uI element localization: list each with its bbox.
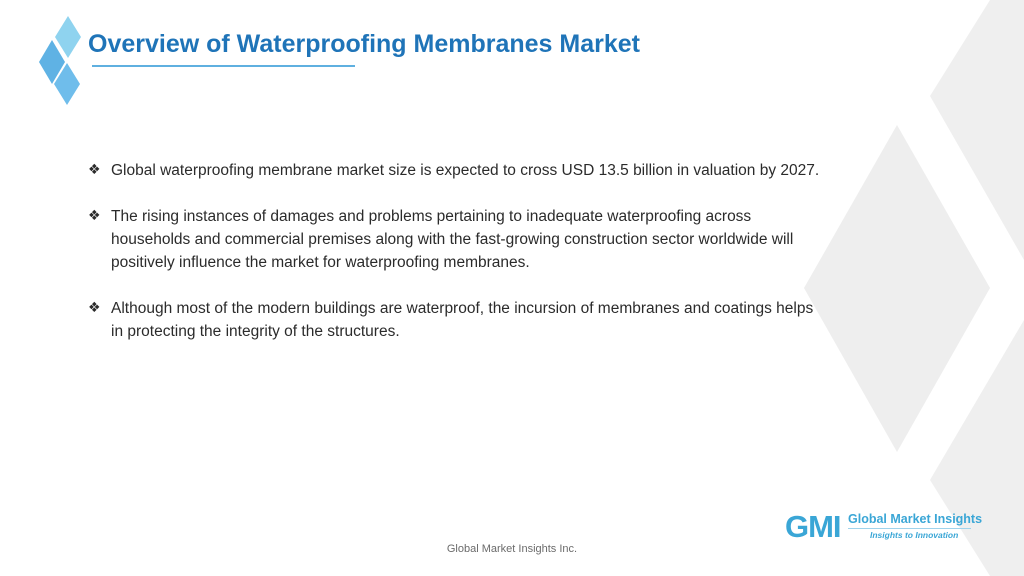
diamond-bullet-icon: ❖ bbox=[88, 208, 101, 224]
bullet-text: Global waterproofing membrane market size is expected to cross USD 13.5 billion in valuation by 2027. bbox=[111, 162, 820, 179]
logo-divider bbox=[848, 528, 971, 529]
bullet-text: The rising instances of damages and problems pertaining to inadequate waterproofing across households and commercial premises along with the fast-growing construction sector worldwide will positively influence the market for waterproofing membranes. bbox=[111, 208, 794, 271]
bullet-item bbox=[88, 159, 823, 182]
diamond-bullet-icon: ❖ bbox=[88, 300, 101, 316]
bullet-item bbox=[88, 205, 823, 274]
logo-company-name: Global Market Insights bbox=[848, 512, 983, 526]
logo-tagline: Insights to Innovation bbox=[870, 530, 959, 540]
bullet-text: Although most of the modern buildings are waterproof, the incursion of membranes and coatings helps in protecting the integrity of the structures. bbox=[111, 300, 814, 340]
slide-title: Overview of Waterproofing Membranes Market bbox=[88, 30, 640, 58]
background-diamond-large bbox=[804, 125, 990, 452]
title-underline bbox=[92, 65, 355, 67]
company-logo bbox=[785, 510, 985, 544]
diamond-bullet-icon: ❖ bbox=[88, 162, 101, 178]
footer-text: Global Market Insights Inc. bbox=[446, 543, 578, 555]
bullet-list bbox=[88, 159, 823, 366]
bullet-item bbox=[88, 297, 823, 343]
logo-mark: GMI bbox=[785, 509, 841, 544]
